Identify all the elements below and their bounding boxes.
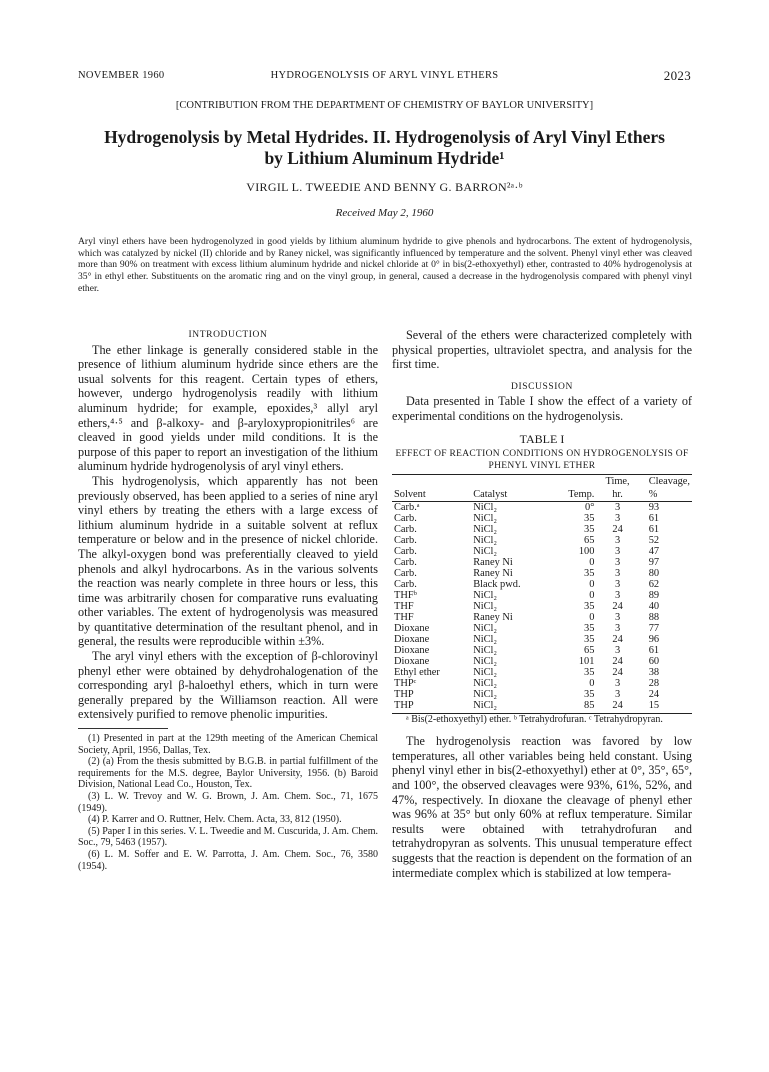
table-row xyxy=(392,568,692,579)
cell-catalyst: NiCl₂ xyxy=(473,590,498,602)
cell-solvent: Carb. xyxy=(394,535,417,547)
cell-cleavage: 47 xyxy=(648,546,660,558)
cell-catalyst: NiCl₂ xyxy=(473,601,498,613)
cell-solvent: Carb. xyxy=(394,579,417,591)
intro-paragraph-1: The ether linkage is generally considered stable in the presence of lithium aluminum hydride since ethers are the usual solvents for this reagent. Certain types of ethers, however, undergo hydrogenolysis readily with lithium aluminum hydride; for example, epoxides,³ allyl aryl ethers,⁴·⁵ and β-alkoxy- and β-aryloxypropionitriles⁶ are cleaved in good yields under mild conditions. It is the purpose of this paper to report an investigation of the lithium aluminum hydride hydrogenolysis of aryl vinyl ethers. xyxy=(78,342,378,474)
cell-solvent: Ethyl ether xyxy=(394,667,440,679)
cell-cleavage: 61 xyxy=(648,513,660,525)
cell-time: 24 xyxy=(612,667,623,679)
cell-temp: 0 xyxy=(589,590,595,602)
page-number: 2023 xyxy=(663,68,691,83)
table-row xyxy=(392,601,692,612)
table-row xyxy=(392,590,692,601)
table-subtitle-line-1: EFFECT OF REACTION CONDITIONS ON HYDROGENOLYSIS OF xyxy=(395,449,689,460)
cell-time: 3 xyxy=(614,645,621,657)
contribution-line: [CONTRIBUTION FROM THE DEPARTMENT OF CHEMISTRY OF BAYLOR UNIVERSITY] xyxy=(175,100,594,111)
table-row xyxy=(392,623,692,634)
cell-temp: 0 xyxy=(589,678,595,690)
table-row xyxy=(392,546,692,557)
cell-solvent: Dioxane xyxy=(394,645,430,657)
cell-temp: 65 xyxy=(584,535,595,547)
cell-time: 3 xyxy=(614,579,621,591)
footnote-rule xyxy=(78,728,168,729)
cell-catalyst: NiCl₂ xyxy=(473,645,498,657)
cell-cleavage: 24 xyxy=(648,689,660,701)
table-row xyxy=(392,645,692,656)
discussion-paragraph-2: The hydrogenolysis reaction was favored by low temperatures, all other variables being held constant. Using phenyl vinyl ether in bis(2-ethoxyethyl) ether at 0°, 35°, 65°, and 100°, the observed cleavages were 93%, 61%, 52%, and 47%, respectively. In dioxane the cleavage of phenyl ether was 96% at 35° but only 60% at reflux temperature. Similar results were obtained with tetrahydrofuran and tetrahydropyran as solvents. This unusual temperature effect suggests that the reaction is dependent on the formation of an intermediate complex which is stabilized at low tempera- xyxy=(392,734,692,880)
cell-cleavage: 62 xyxy=(648,579,660,591)
cell-time: 3 xyxy=(614,568,621,580)
table-row xyxy=(392,557,692,568)
title-line-1: Hydrogenolysis by Metal Hydrides. II. Hydrogenolysis of Aryl Vinyl Ethers xyxy=(104,127,665,147)
footnote-1: (1) Presented in part at the 129th meeting of the American Chemical Society, April, 1956, Dallas, Tex. xyxy=(78,733,378,756)
cell-time: 3 xyxy=(614,612,621,624)
table-subtitle-line-2: PHENYL VINYL ETHER xyxy=(488,461,596,472)
table-footnote: ᵃ Bis(2-ethoxyethyl) ether. ᵇ Tetrahydrofuran. ᶜ Tetrahydropyran. xyxy=(406,714,663,726)
table-row xyxy=(392,524,692,535)
col-header-cleavage-top: Cleavage, xyxy=(639,475,692,489)
cell-temp: 0 xyxy=(589,579,595,591)
cell-cleavage: 38 xyxy=(648,667,660,679)
right-paragraph-1: Several of the ethers were characterized completely with physical properties, ultraviolet spectra, and analysis for the first time. xyxy=(392,328,692,372)
cell-catalyst: Raney Ni xyxy=(473,612,513,624)
table-row xyxy=(392,579,692,590)
cell-solvent: Dioxane xyxy=(394,623,430,635)
cell-catalyst: NiCl₂ xyxy=(473,689,498,701)
section-heading-discussion: DISCUSSION xyxy=(511,381,573,392)
cell-cleavage: 97 xyxy=(648,557,660,569)
cell-time: 3 xyxy=(614,513,621,525)
cell-cleavage: 93 xyxy=(648,502,660,514)
cell-cleavage: 96 xyxy=(648,634,660,646)
cell-catalyst: NiCl₂ xyxy=(473,524,498,536)
cell-catalyst: NiCl₂ xyxy=(473,535,498,547)
left-column xyxy=(78,328,378,872)
cell-temp: 0 xyxy=(589,557,595,569)
cell-time: 24 xyxy=(596,700,638,714)
cell-temp: 101 xyxy=(578,656,595,668)
table-row xyxy=(392,502,692,514)
cell-solvent: THP xyxy=(394,689,414,701)
cell-time: 3 xyxy=(614,689,621,701)
table-subtitle xyxy=(392,448,692,472)
cell-temp: 35 xyxy=(584,568,595,580)
cell-catalyst: NiCl₂ xyxy=(473,513,498,525)
table-row xyxy=(392,634,692,645)
intro-paragraph-2: This hydrogenolysis, which apparently has not been previously observed, has been applied to a series of nine aryl vinyl ethers by treating the ethers with a large excess of lithium aluminum hydride in a suitable solvent at reflux temperature or below and in the presence of nickel chloride. The alkyl-oxygen bond was preferentially cleaved to yield phenols and alkyl hydrocarbons. As in the various solvents the reaction was nearly complete in three hours or less, this time was arbitrarily chosen for comparative runs evaluating other variables. The extent of hydrogenolysis was measured by quantitative determination of the resultant phenol, and in general, the results were reproducible within ±3%. xyxy=(78,473,378,649)
cell-temp: 35 xyxy=(584,524,595,536)
col-header-time-top: Time, xyxy=(596,475,638,489)
intro-paragraph-3: The aryl vinyl ethers with the exception of β-chlorovinyl phenyl ether were obtained by dehydrohalogenation of the corresponding aryl β-haloethyl ethers, which in turn were generally prepared by the Williamson reaction. All were extensively purified to remove phenolic impurities. xyxy=(78,649,378,722)
right-column xyxy=(392,328,692,880)
col-header-catalyst: Catalyst xyxy=(471,488,543,502)
cell-catalyst: Raney Ni xyxy=(473,568,513,580)
cell-time: 3 xyxy=(614,535,621,547)
running-header xyxy=(78,70,691,86)
cell-temp: 35 xyxy=(584,634,595,646)
cell-solvent: THF xyxy=(394,601,414,613)
cell-catalyst: NiCl₂ xyxy=(473,634,498,646)
footnotes xyxy=(78,733,378,872)
cell-temp: 85 xyxy=(543,700,596,714)
section-heading-introduction: INTRODUCTION xyxy=(188,330,268,340)
discussion-paragraph-1: Data presented in Table I show the effect of a variety of experimental conditions on the hydrogenolysis. xyxy=(392,394,692,423)
cell-temp: 35 xyxy=(584,667,595,679)
cell-temp: 35 xyxy=(584,601,595,613)
cell-solvent: Carb.ᵃ xyxy=(394,502,420,514)
cell-temp: 35 xyxy=(584,689,595,701)
cell-time: 3 xyxy=(614,590,621,602)
footnote-4: (4) P. Karrer and O. Ruttner, Helv. Chem. Acta, 33, 812 (1950). xyxy=(88,814,342,826)
cell-solvent: Dioxane xyxy=(394,656,430,668)
cell-cleavage: 15 xyxy=(639,700,692,714)
cell-catalyst: NiCl₂ xyxy=(471,700,543,714)
table-row xyxy=(392,513,692,524)
cell-cleavage: 52 xyxy=(648,535,660,547)
title-line-2: by Lithium Aluminum Hydride¹ xyxy=(264,148,505,168)
footnote-6: (6) L. M. Soffer and E. W. Parrotta, J. Am. Chem. Soc., 76, 3580 (1954). xyxy=(78,848,378,872)
footnote-5: (5) Paper I in this series. V. L. Tweedie and M. Cuscurida, J. Am. Chem. Soc., 79, 5463 (1957). xyxy=(78,825,378,849)
cell-time: 24 xyxy=(612,634,623,646)
cell-temp: 35 xyxy=(584,513,595,525)
table-row xyxy=(392,667,692,678)
col-header-time-bottom: hr. xyxy=(596,488,638,502)
cell-cleavage: 61 xyxy=(648,645,660,657)
cell-catalyst: NiCl₂ xyxy=(473,656,498,668)
table-row xyxy=(392,689,692,700)
cell-catalyst: Raney Ni xyxy=(473,557,513,569)
footnote-3: (3) L. W. Trevoy and W. G. Brown, J. Am. Chem. Soc., 71, 1675 (1949). xyxy=(78,791,378,814)
table-row xyxy=(392,535,692,546)
cell-solvent: THFᵇ xyxy=(394,590,417,602)
header-date: NOVEMBER 1960 xyxy=(78,70,165,81)
cell-time: 3 xyxy=(614,502,621,514)
cell-time: 3 xyxy=(614,623,621,635)
cell-cleavage: 40 xyxy=(648,601,660,613)
col-header-cleavage-bottom: % xyxy=(639,488,692,502)
table-body xyxy=(392,502,692,714)
table-row xyxy=(392,612,692,623)
footnote-2: (2) (a) From the thesis submitted by B.G.B. in partial fulfillment of the requirements for the M.S. degree, Baylor University, 1956. (b) Baroid Division, National Lead Co., Houston, Tex. xyxy=(78,756,378,791)
cell-catalyst: NiCl₂ xyxy=(473,623,498,635)
cell-solvent: Carb. xyxy=(394,513,417,525)
cell-solvent: Carb. xyxy=(394,557,417,569)
cell-cleavage: 77 xyxy=(648,623,660,635)
cell-catalyst: NiCl₂ xyxy=(473,678,498,690)
cell-catalyst: NiCl₂ xyxy=(473,502,498,514)
cell-solvent: THP xyxy=(392,700,471,714)
cell-time: 24 xyxy=(612,524,623,536)
cell-solvent: THF xyxy=(394,612,414,624)
header-running-title: HYDROGENOLYSIS OF ARYL VINYL ETHERS xyxy=(270,70,499,81)
results-table xyxy=(392,474,692,714)
abstract: Aryl vinyl ethers have been hydrogenolyzed in good yields by lithium aluminum hydride to give phenols and hydrocarbons. The extent of hydrogenolysis, which was catalyzed by nickel (II) chloride and by Raney nickel, was significantly influenced by temperature and the solvent. Phenyl vinyl ether was cleaved more than 90% on treatment with excess lithium aluminum hydride and nickel chloride at 0° in bis(2-ethoxyethyl) ether, contrasted to 40% hydrogenolysis at 35° in ethyl ether. Substituents on the aromatic ring and on the vinyl group, in general, caused a decrease in the hydrogenolysis compared with phenyl vinyl ether. xyxy=(78,236,692,294)
cell-temp: 0 xyxy=(589,612,595,624)
received-date: Received May 2, 1960 xyxy=(335,207,434,219)
table-caption: TABLE I xyxy=(519,431,565,446)
cell-cleavage: 88 xyxy=(648,612,660,624)
cell-cleavage: 28 xyxy=(648,678,660,690)
cell-temp: 35 xyxy=(584,623,595,635)
article-title xyxy=(70,127,699,169)
authors: VIRGIL L. TWEEDIE AND BENNY G. BARRON²ᵃ·ᵇ xyxy=(246,180,523,194)
cell-solvent: THPᶜ xyxy=(394,678,417,690)
cell-catalyst: NiCl₂ xyxy=(473,667,498,679)
cell-cleavage: 80 xyxy=(648,568,660,580)
cell-catalyst: Black pwd. xyxy=(473,579,521,591)
col-header-temp: Temp. xyxy=(543,488,596,502)
cell-time: 3 xyxy=(614,678,621,690)
cell-time: 3 xyxy=(614,557,621,569)
col-header-solvent: Solvent xyxy=(392,488,471,502)
cell-cleavage: 60 xyxy=(648,656,660,668)
cell-time: 24 xyxy=(612,601,623,613)
table-row xyxy=(392,700,692,714)
cell-temp: 100 xyxy=(578,546,595,558)
cell-solvent: Dioxane xyxy=(394,634,430,646)
cell-solvent: Carb. xyxy=(394,568,417,580)
cell-cleavage: 61 xyxy=(648,524,660,536)
cell-cleavage: 89 xyxy=(648,590,660,602)
cell-time: 3 xyxy=(614,546,621,558)
cell-solvent: Carb. xyxy=(394,524,417,536)
cell-solvent: Carb. xyxy=(394,546,417,558)
cell-temp: 65 xyxy=(584,645,595,657)
table-row xyxy=(392,678,692,689)
table-row xyxy=(392,656,692,667)
cell-temp: 0° xyxy=(585,502,595,514)
cell-catalyst: NiCl₂ xyxy=(473,546,498,558)
cell-time: 24 xyxy=(612,656,623,668)
